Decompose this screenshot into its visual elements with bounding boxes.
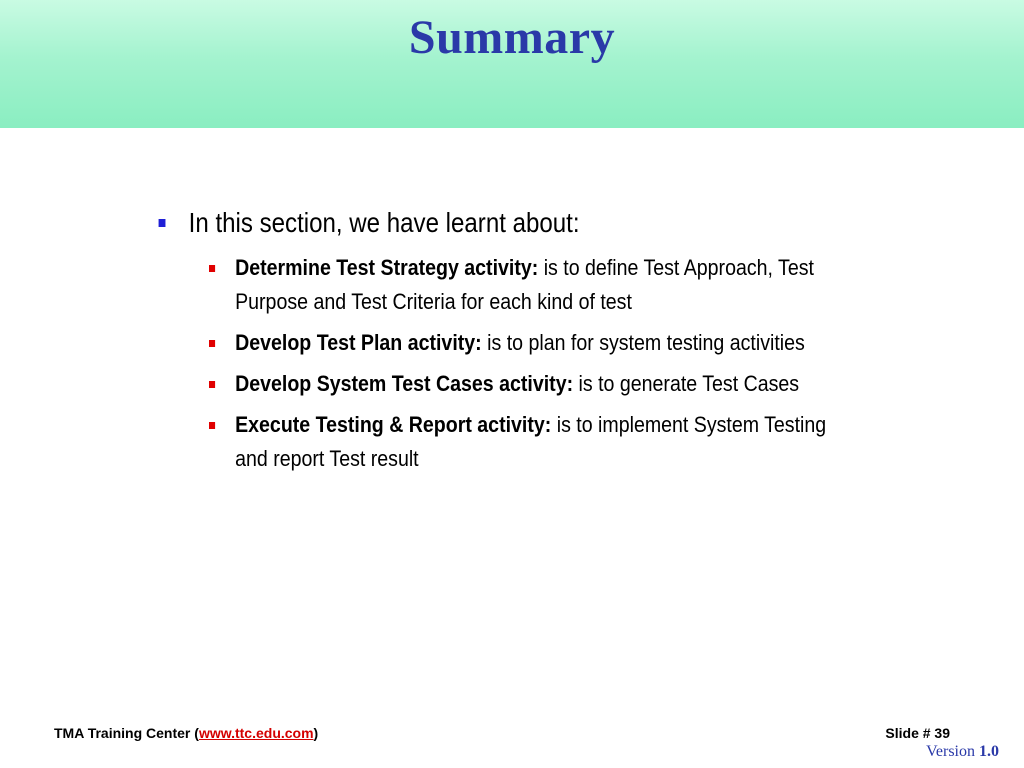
item-lead: Develop Test Plan activity:	[235, 330, 482, 355]
square-bullet-icon	[209, 422, 215, 429]
list-item	[209, 408, 840, 476]
footer-link[interactable]: www.ttc.edu.com	[198, 725, 314, 741]
slide-number: Slide # 39	[885, 725, 950, 741]
item-text: is to define Test Approach, Test Purpose and Test Criteria for each kind of test	[235, 255, 814, 314]
summary-list	[209, 251, 829, 476]
item-text: is to plan for system testing activities	[481, 330, 805, 355]
footer-org-suffix: )	[313, 725, 319, 741]
item-lead: Determine Test Strategy activity:	[235, 255, 539, 280]
item-text: is to generate Test Cases	[573, 371, 800, 396]
item-text: is to implement System Testing and report Test result	[235, 412, 827, 471]
intro-text: In this section, we have learnt about:	[188, 207, 580, 238]
slide-content	[156, 203, 856, 483]
list-item	[209, 367, 840, 401]
square-bullet-icon	[209, 340, 215, 347]
footer-organization	[54, 725, 318, 741]
slide-title: Summary	[408, 11, 616, 64]
square-bullet-icon	[159, 219, 166, 227]
item-lead: Develop System Test Cases activity:	[235, 371, 574, 396]
item-lead: Execute Testing & Report activity:	[235, 412, 552, 437]
version-text: Version	[926, 743, 979, 760]
list-item	[209, 251, 840, 319]
square-bullet-icon	[209, 265, 215, 272]
footer-org-prefix: TMA Training Center (	[54, 725, 199, 741]
square-bullet-icon	[209, 381, 215, 388]
list-item	[209, 326, 840, 360]
intro-bullet	[156, 203, 758, 243]
version-label	[926, 743, 999, 761]
version-number: 1.0	[979, 743, 999, 760]
